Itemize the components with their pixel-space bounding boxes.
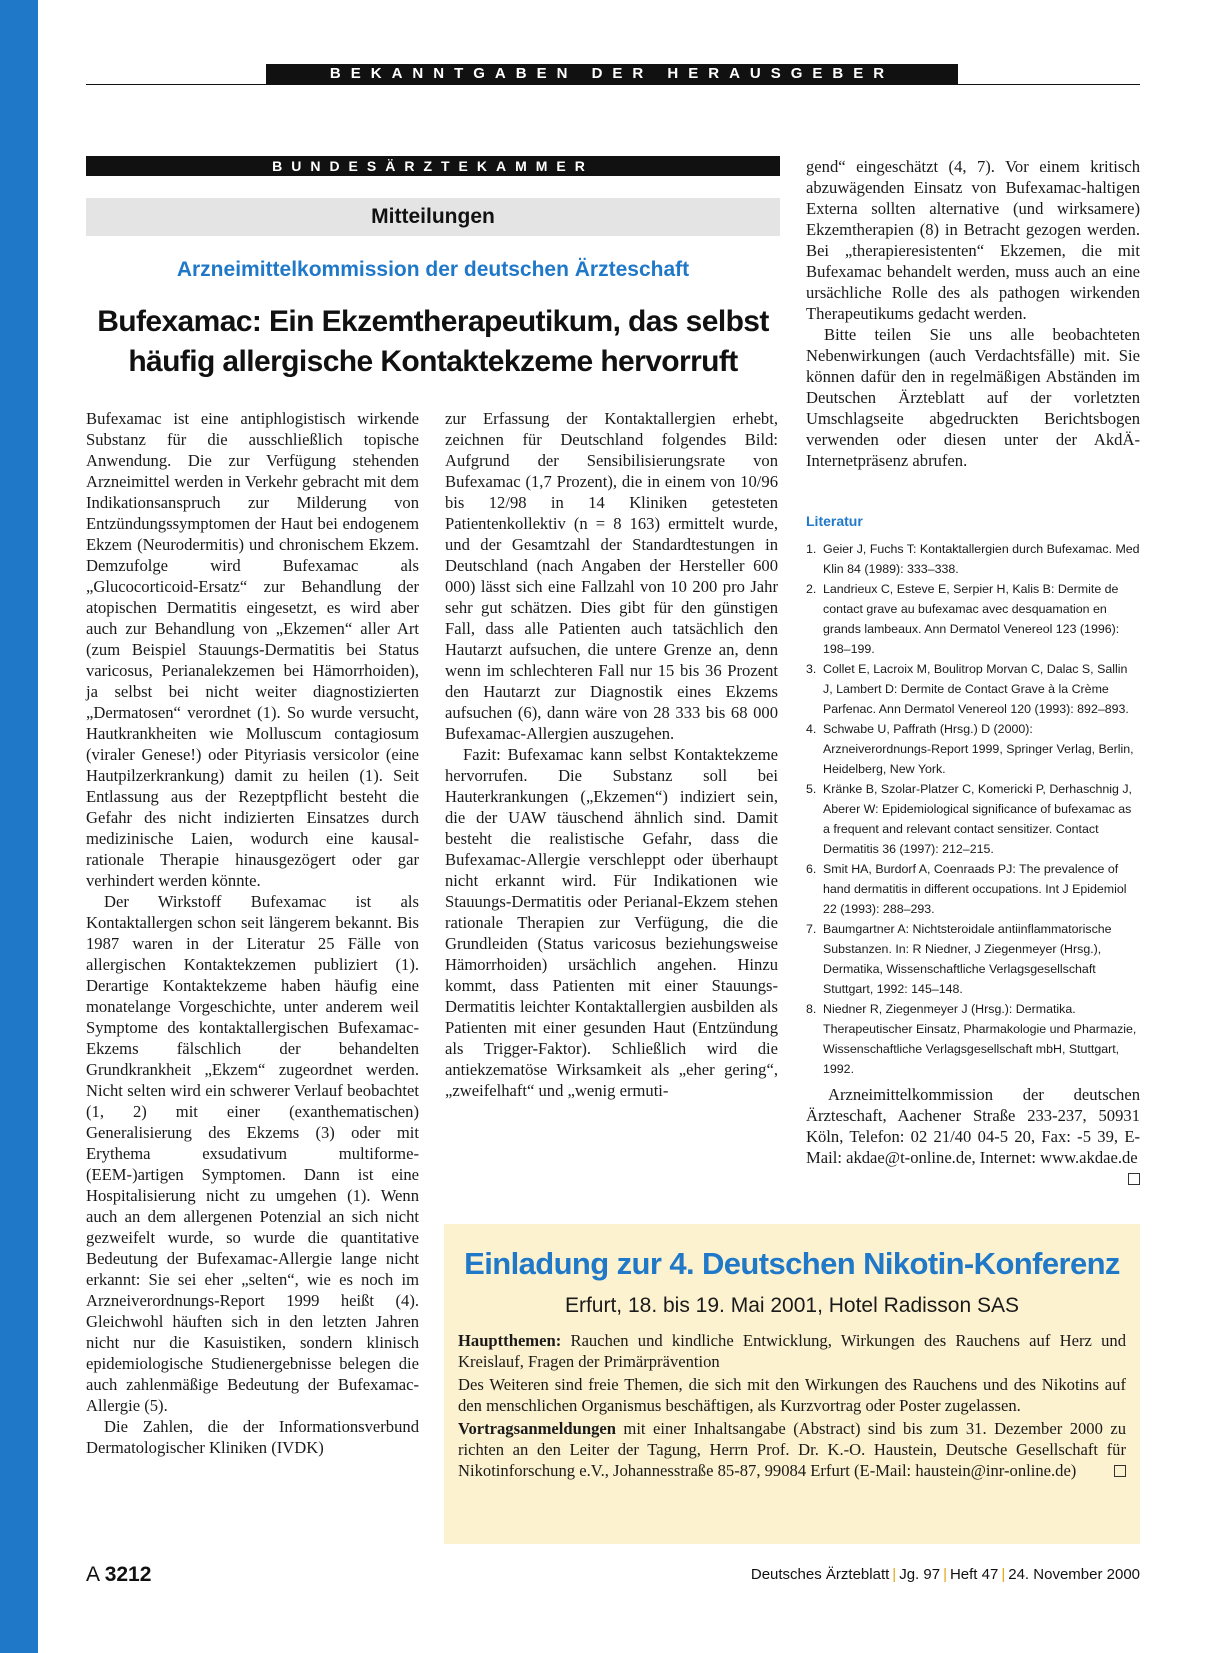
reference-item [806,919,1140,999]
conference-title: Einladung zur 4. Deutschen Nikotin-Konferenz [464,1246,1120,1281]
conference-registration [458,1418,1126,1481]
reference-text: Niedner R, Ziegenmeyer J (Hrsg.): Dermatika. Therapeutischer Einsatz, Pharmakologie und Pharmazie, Wissenschaftliche Verlagsgesellschaft mbH, Stuttgart, 1992. [823,1002,1137,1076]
reference-item [806,579,1140,659]
title-line-2: häufig allergische Kontaktekzeme hervorruft [128,345,738,378]
end-mark-icon [1114,1465,1126,1477]
reference-item [806,999,1140,1079]
conference-themes [458,1330,1126,1372]
reference-number: 1. [806,542,817,556]
reference-text: Schwabe U, Paffrath (Hrsg.) D (2000): Arzneiverordnungs-Report 1999, Springer Verlag, Berlin, Heidelberg, New York. [823,722,1134,776]
section-bar: BUNDESÄRZTEKAMMER [86,156,780,176]
header-rule [86,84,1140,85]
registration-text: mit einer Inhaltsangabe (Abstract) sind bis zum 31. Dezember 2000 zu richten an den Leiter der Tagung, Herrn Prof. Dr. K.-O. Haustein, Deutsche Gesellschaft für Nikotinforschung e.V., Johannesstraße 85-87, 99084 Erfurt (E-Mail: haustein@inr-online.de) [458,1419,1126,1480]
reference-number: 7. [806,922,817,936]
reference-item [806,539,1140,579]
reference-text: Smit HA, Burdorf A, Coenraads PJ: The prevalence of hand dermatitis in different occupations. Int J Epidemiol 22 (1993): 288–293. [823,862,1127,916]
themes-label: Hauptthemen: [458,1331,562,1350]
conference-free-topics: Des Weiteren sind freie Themen, die sich mit den Wirkungen des Rauchens und des Nikotins auf den menschlichen Organismus beschäftigen, als Kurzvortrag oder Poster zugelassen. [458,1375,1126,1415]
reference-number: 4. [806,722,817,736]
text-column-1 [86,408,419,1458]
reference-text: Kränke B, Szolar-Platzer C, Komericki P, Derhaschnig J, Aberer W: Epidemiological significance of bufexamac as a frequent and relevant contact sensitizer. Contact Dermatitis 36 (1997): 212–215. [823,782,1132,856]
literature-heading: Literatur [806,513,863,529]
registration-label: Vortragsanmeldungen [458,1419,616,1438]
reference-number: 3. [806,662,817,676]
conference-subtitle: Erfurt, 18. bis 19. Mai 2001, Hotel Radisson SAS [564,1294,1020,1317]
paragraph-numbers-cont: zur Erfassung der Kontaktallergien erhebt, zeichnen für Deutschland folgendes Bild: Aufgrund der Sensibilisierungsrate von Bufexamac (1,7 Prozent), die in einem von 10/96 bis 12/98 in 14 Kliniken getesteten Patientenkollektiv (n = 8 163) ermittelt wurde, und der Gesamtzahl der Standardtestungen in Deutschland (nach Angaben der Hersteller 600 000) lässt sich eine Fallzahl von 10 200 pro Jahr sehr gut schätzen. Dies gibt für den günstigen Fall, dass alle Patienten auch tatsächlich den Hautarzt aufsuchen, die untere Grenze an, denn wenn im schlechteren Fall nur 15 bis 36 Prozent den Hautarzt zur Diagnostik eines Ekzems aufsuchen (6), dann wäre von 28 333 bis 68 000 Bufexamac-Allergien auszugehen. [445,409,778,743]
title-line-1: Bufexamac: Ein Ekzemtherapeutikum, das selbst [97,305,769,338]
contact-text: Arzneimittelkommission der deutschen Ärzteschaft, Aachener Straße 233-237, 50931 Köln, Telefon: 02 21/40 04-5 20, Fax: -5 39, E-Mail: akdae@t-online.de, Internet: www.akdae.de [806,1085,1140,1167]
end-mark-icon [1128,1173,1140,1185]
page-prefix: A [86,1563,99,1586]
reference-number: 5. [806,782,817,796]
paragraph-intro: Bufexamac ist eine antiphlogistisch wirkende Substanz für die ausschließlich topische Anwendung. Die zur Verfügung stehenden Arzneimittel werden in Verkehr gebracht mit dem Indikationsanspruch zur Milderung von Entzündungssymptomen der Haut bei endogenem Ekzem (Neurodermitis) und chronischem Ekzem. Demzufolge wird Bufexamac als „Glucocorticoid-Ersatz“ zur Behandlung der atopischen Dermatitis eingesetzt, es wird aber auch zur Behandlung von „Ekzemen“ aller Art (zum Beispiel Stauungs-Dermatitis bei Status varicosus, Perianalekzemen bei Hämorrhoiden), ja selbst bei nicht weiter diagnostizierten „Dermatosen“ verordnet (1). So wurde versucht, Hautkrankheiten wie Molluscum contagiosum (viraler Genese!) oder Pityriasis versicolor (eine Hautpilzerkrankung) damit zu heilen (1). Seit Entlassung aus der Rezeptpflicht besteht die Gefahr des nicht indizierten Einsatzes durch medizinische Laien, wodurch eine kausal-rationale Therapie hinausgezögert oder gar verhindert werden könnte. [86,409,419,890]
article-title [86,302,780,382]
journal-volume: Jg. 97 [899,1566,941,1583]
paragraph-report-request: Bitte teilen Sie uns alle beobachteten Nebenwirkungen (auch Verdachtsfälle) mit. Sie können dafür den in regelmäßigen Abständen im Deutschen Ärzteblatt auf der vorletzten Umschlagseite abgedruckten Berichtsbogen verwenden oder diesen unter der AkdÄ-Internetpräsenz abrufen. [806,325,1140,470]
committee-name: Arzneimittelkommission der deutschen Ärzteschaft [176,258,690,281]
running-head: BEKANNTGABEN DER HERAUSGEBER [266,64,958,84]
page-number-value: 3212 [104,1563,152,1586]
contact-address [806,1084,1140,1185]
conference-body [458,1330,1126,1483]
reference-text: Geier J, Fuchs T: Kontaktallergien durch Bufexamac. Med Klin 84 (1989): 333–338. [823,542,1140,576]
journal-info: Deutsches Ärzteblatt | Jg. 97 | Heft 47 | 24. November 2000 [750,1566,1140,1583]
reference-item [806,719,1140,779]
reference-number: 2. [806,582,817,596]
page-edge-stripe [0,0,38,1653]
page-number [86,1563,151,1587]
reference-list [806,539,1140,1079]
section-subhead: Mitteilungen [86,198,780,236]
paragraph-numbers-start: Die Zahlen, die der Informationsverbund Dermatologischer Kliniken (IVDK) [86,1417,419,1457]
conference-box [444,1224,1140,1544]
reference-text: Landrieux C, Esteve E, Serpier H, Kalis B: Dermite de contact grave au bufexamac avec desquamation en grands lambeaux. Ann Dermatol Venereol 123 (1996): 198–199. [823,582,1120,656]
paragraph-fazit-cont: gend“ eingeschätzt (4, 7). Vor einem kritisch abzuwägenden Einsatz von Bufexamac-haltigen Externa sollten alternative (und wirksamere) Ekzemtherapien (8) in Betracht gezogen werden. Bei „therapieresistenten“ Ekzemen, die mit Bufexamac behandelt werden, muss auch an eine ursächliche Rolle des als pathogen wirkenden Therapeutikums gedacht werden. [806,157,1140,323]
reference-item [806,779,1140,859]
themes-text: Rauchen und kindliche Entwicklung, Wirkungen des Rauchens auf Herz und Kreislauf, Fragen der Primärprävention [458,1331,1126,1371]
reference-text: Baumgartner A: Nichtsteroidale antiinflammatorische Substanzen. In: R Niedner, J Ziegenmeyer (Hrsg.), Dermatika, Wissenschaftliche Verlagsgesellschaft Stuttgart, 1992: 145–148. [823,922,1112,996]
journal-issue: Heft 47 [949,1566,999,1583]
reference-number: 6. [806,862,817,876]
reference-text: Collet E, Lacroix M, Boulitrop Morvan C, Dalac S, Sallin J, Lambert D: Dermite de Contact Grave à la Crème Parfenac. Ann Dermatol Venereol 120 (1993): 892–893. [823,662,1129,716]
text-column-3 [806,156,1140,471]
paragraph-fazit: Fazit: Bufexamac kann selbst Kontaktekzeme hervorrufen. Die Substanz soll bei Hauterkrankungen („Ekzemen“) indiziert sein, die der UAW täuschend ähnlich sind. Damit besteht die realistische Gefahr, dass die Bufexamac-Allergie verschleppt oder überhaupt nicht erkannt wird. Für Indikationen wie Stauungs-Dermatitis oder Perianal-Ekzem stehen rationale Therapien zur Verfügung, die die Grundleiden (Status varicosus beziehungsweise Hämorrhoiden) ursächlich angehen. Hinzu kommt, dass Patienten mit einer Stauungs-Dermatitis leichter Kontaktallergien ausbilden als Patienten mit einer gesunden Haut (Entzündung als Trigger-Faktor). Schließlich wird die antiekzematöse Wirksamkeit als „eher gering“, „zweifelhaft“ und „wenig ermuti- [445,745,778,1100]
journal-name: Deutsches Ärzteblatt [750,1566,890,1583]
reference-item [806,859,1140,919]
reference-number: 8. [806,1002,817,1016]
paragraph-allergen: Der Wirkstoff Bufexamac ist als Kontaktallergen schon seit längerem bekannt. Bis 1987 waren in der Literatur 25 Fälle von allergischen Kontaktekzemen publiziert (1). Derartige Kontaktekzeme haben häufig eine monatelange Vorgeschichte, unter anderem weil Symptome des kontaktallergischen Bufexamac-Ekzems fälschlich der behandelten Grundkrankheit „Ekzem“ zugeordnet werden. Nicht selten wird ein schwerer Verlauf beobachtet (1, 2) mit einer (exanthematischen) Generalisierung des Ekzems (3) oder mit Erythema exsudativum multiforme-(EEM-)artigen Symptomen. Dann ist eine Hospitalisierung nicht zu umgehen (1). Wenn auch an dem allergenen Potenzial an sich nicht gezweifelt wurde, so wurde die quantitative Bedeutung der Bufexamac-Allergie lange nicht erkannt: Sie sei eher „selten“, wie es noch im Arzneiverordnungs-Report 1999 heißt (4). Gleichwohl häuften sich in den letzten Jahren nicht nur die Kasuistiken, sondern klinisch epidemiologische Studienergebnisse belegen die auch zahlenmäßige Bedeutung der Bufexamac-Allergie (5). [86,892,419,1415]
journal-date: 24. November 2000 [1008,1566,1140,1583]
text-column-2 [445,408,778,1101]
reference-item [806,659,1140,719]
